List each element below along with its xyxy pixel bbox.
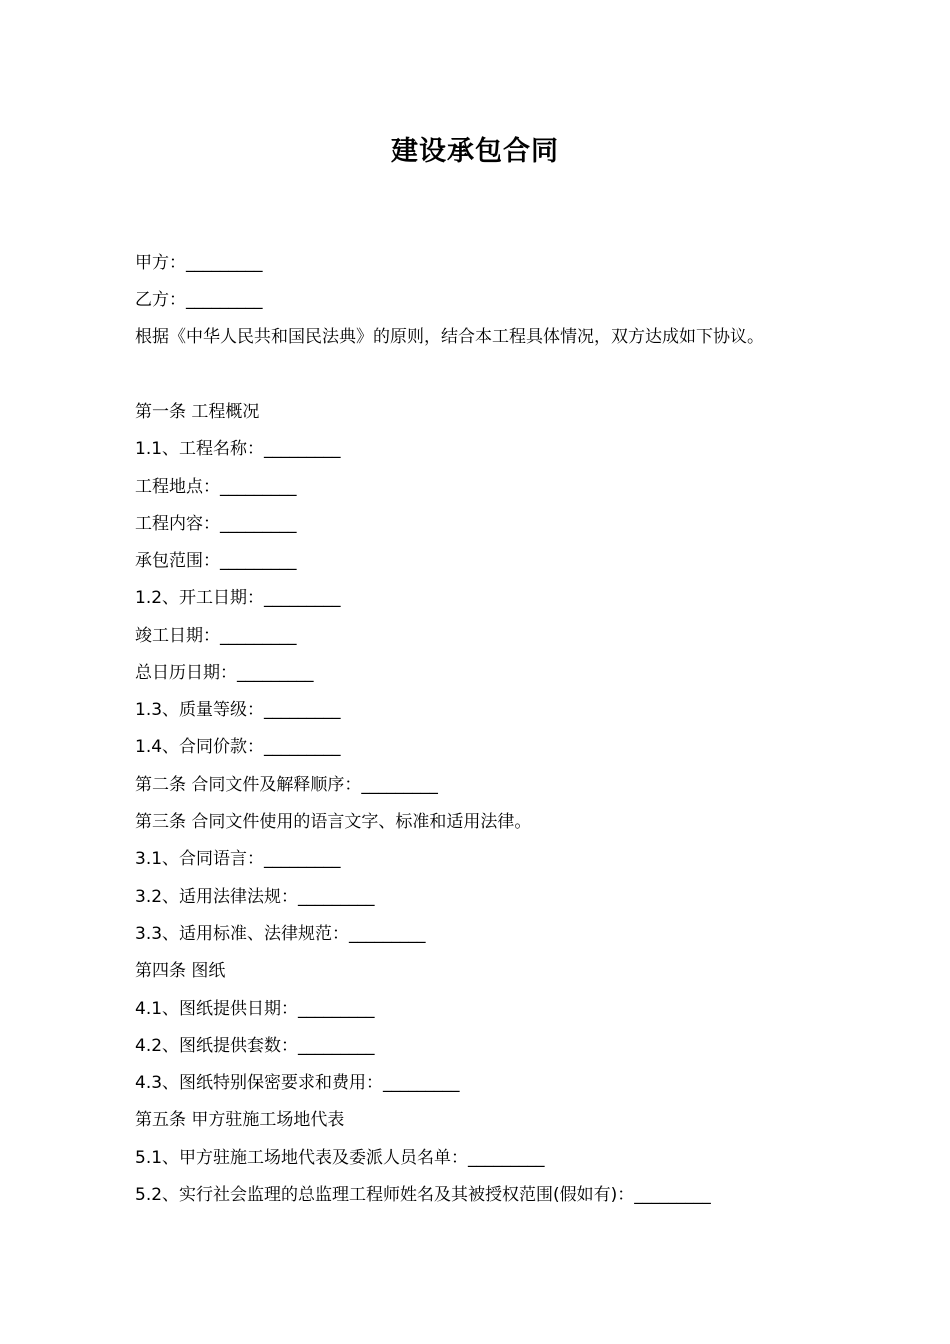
project-content-line: 工程内容：_________	[135, 514, 297, 534]
party-b-line: 乙方：_________	[135, 290, 263, 310]
site-representative-line: 5.1、甲方驻施工场地代表及委派人员名单：_________	[135, 1148, 545, 1168]
preamble-text: 根据《中华人民共和国民法典》的原则，结合本工程具体情况，双方达成如下协议。	[135, 327, 764, 347]
quality-grade-line: 1.3、质量等级：_________	[135, 700, 341, 720]
contract-scope-line: 承包范围：_________	[135, 551, 297, 571]
project-location-line: 工程地点：_________	[135, 477, 297, 497]
applicable-standards-line: 3.3、适用标准、法律规范：_________	[135, 924, 426, 944]
article-1-heading: 第一条 工程概况	[135, 402, 260, 422]
total-days-line: 总日历日期：_________	[135, 663, 314, 683]
drawing-sets-line: 4.2、图纸提供套数：_________	[135, 1036, 375, 1056]
article-2-heading: 第二条 合同文件及解释顺序：_________	[135, 775, 438, 795]
article-4-heading: 第四条 图纸	[135, 961, 226, 981]
article-5-heading: 第五条 甲方驻施工场地代表	[135, 1110, 345, 1130]
document-title: 建设承包合同	[391, 136, 559, 167]
drawing-confidentiality-line: 4.3、图纸特别保密要求和费用：_________	[135, 1073, 460, 1093]
start-date-line: 1.2、开工日期：_________	[135, 588, 341, 608]
completion-date-line: 竣工日期：_________	[135, 626, 297, 646]
chief-supervisor-line: 5.2、实行社会监理的总监理工程师姓名及其被授权范围(假如有)：_________	[135, 1185, 711, 1205]
contract-price-line: 1.4、合同价款：_________	[135, 737, 341, 757]
contract-language-line: 3.1、合同语言：_________	[135, 849, 341, 869]
article-3-heading: 第三条 合同文件使用的语言文字、标准和适用法律。	[135, 812, 532, 832]
project-name-line: 1.1、工程名称：_________	[135, 439, 341, 459]
applicable-laws-line: 3.2、适用法律法规：_________	[135, 887, 375, 907]
drawing-date-line: 4.1、图纸提供日期：_________	[135, 999, 375, 1019]
party-a-line: 甲方：_________	[135, 253, 263, 273]
